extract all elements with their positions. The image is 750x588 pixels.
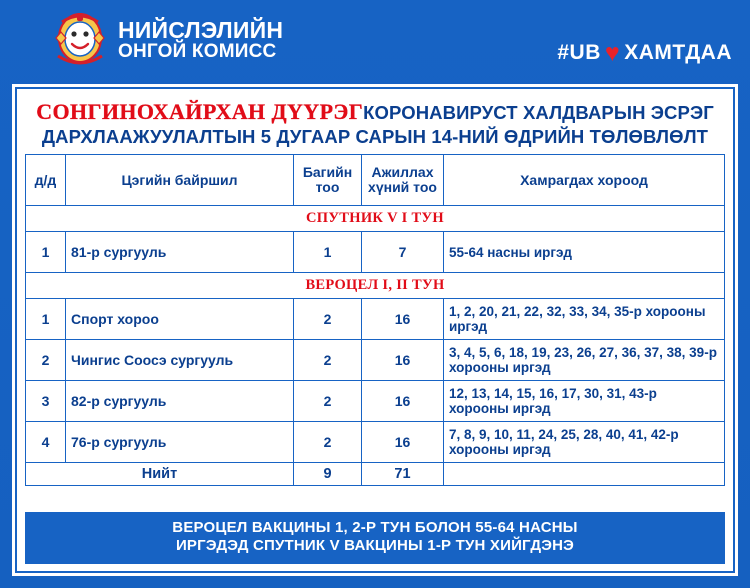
hashtag-suffix: ХАМТДАА <box>624 40 732 64</box>
row-staff: 16 <box>362 299 444 340</box>
table-row <box>26 232 725 273</box>
row-index: 3 <box>26 381 66 422</box>
section-header-row <box>26 206 725 232</box>
footer-note <box>25 512 725 565</box>
row-location: 81-р сургууль <box>66 232 294 273</box>
table-row <box>26 422 725 463</box>
section-badge-verocel: ВЕРОЦЕЛ I, II ТУН <box>305 277 445 294</box>
district-name: СОНГИНОХАЙРХАН ДҮҮРЭГ <box>36 99 364 124</box>
table-total-row <box>26 463 725 486</box>
row-index: 4 <box>26 422 66 463</box>
schedule-table <box>25 154 725 486</box>
column-header-index: д/д <box>26 155 66 206</box>
title-line-1 <box>27 99 723 124</box>
row-khoroos: 3, 4, 5, 6, 18, 19, 23, 26, 27, 36, 37, 38, 39-р хорооны иргэд <box>444 340 725 381</box>
title-line-2: ДАРХЛААЖУУЛАЛТЫН 5 ДУГААР САРЫН 14-НИЙ ӨДРИЙН ТӨЛӨВЛӨЛТ <box>41 126 709 148</box>
section-header-row <box>26 273 725 299</box>
row-khoroos: 7, 8, 9, 10, 11, 24, 25, 28, 40, 41, 42-р хорооны иргэд <box>444 422 725 463</box>
title-line-1-rest: КОРОНАВИРУСТ ХАЛДВАРЫН ЭСРЭГ <box>363 102 714 123</box>
content-card-inner <box>15 87 735 573</box>
section-badge-sputnik: СПУТНИК V I ТУН <box>306 210 444 227</box>
column-header-teams: Багийн тоо <box>294 155 362 206</box>
row-index: 1 <box>26 232 66 273</box>
row-teams: 2 <box>294 299 362 340</box>
heart-icon: ♥ <box>604 39 621 67</box>
row-staff: 16 <box>362 340 444 381</box>
column-header-khoroos: Хамрагдах хороод <box>444 155 725 206</box>
total-teams: 9 <box>294 463 362 486</box>
page-title <box>21 93 729 152</box>
header <box>0 0 750 86</box>
table-header-row <box>26 155 725 206</box>
row-location: Спорт хороо <box>66 299 294 340</box>
footer-note-line-2: ИРГЭДЭД СПУТНИК V ВАКЦИНЫ 1-Р ТУН ХИЙГДЭНЭ <box>175 537 575 555</box>
hashtag-prefix: #UB <box>557 40 601 64</box>
row-teams: 2 <box>294 422 362 463</box>
organization-line-1: НИЙСЛЭЛИЙН <box>118 16 284 43</box>
total-khoroos <box>444 463 725 486</box>
footer-note-line-1: ВЕРОЦЕЛ ВАКЦИНЫ 1, 2-Р ТУН БОЛОН 55-64 НАСНЫ <box>172 518 578 536</box>
organization-name <box>118 18 283 63</box>
total-label: Нийт <box>26 463 294 486</box>
content-card <box>12 84 738 576</box>
section-header-cell <box>26 273 725 299</box>
row-location: 76-р сургууль <box>66 422 294 463</box>
table-row <box>26 381 725 422</box>
row-teams: 2 <box>294 340 362 381</box>
table-body <box>26 206 725 486</box>
campaign-hashtag <box>557 40 732 65</box>
section-header-cell <box>26 206 725 232</box>
soyombo-emblem-icon <box>52 8 108 70</box>
organization-line-2: ОНГОЙ КОМИСС <box>118 41 277 63</box>
table-head <box>26 155 725 206</box>
row-staff: 7 <box>362 232 444 273</box>
total-staff: 71 <box>362 463 444 486</box>
row-khoroos: 12, 13, 14, 15, 16, 17, 30, 31, 43-р хорооны иргэд <box>444 381 725 422</box>
row-location: Чингис Соосэ сургууль <box>66 340 294 381</box>
row-staff: 16 <box>362 381 444 422</box>
table-row <box>26 340 725 381</box>
row-index: 2 <box>26 340 66 381</box>
row-staff: 16 <box>362 422 444 463</box>
row-teams: 1 <box>294 232 362 273</box>
schedule-table-wrapper <box>21 152 729 506</box>
column-header-staff: Ажиллах хүний тоо <box>362 155 444 206</box>
organization-brand <box>52 8 283 70</box>
row-khoroos: 55-64 насны иргэд <box>444 232 725 273</box>
table-row <box>26 299 725 340</box>
row-location: 82-р сургууль <box>66 381 294 422</box>
row-teams: 2 <box>294 381 362 422</box>
row-index: 1 <box>26 299 66 340</box>
column-header-location: Цэгийн байршил <box>66 155 294 206</box>
row-khoroos: 1, 2, 20, 21, 22, 32, 33, 34, 35-р хорооны иргэд <box>444 299 725 340</box>
